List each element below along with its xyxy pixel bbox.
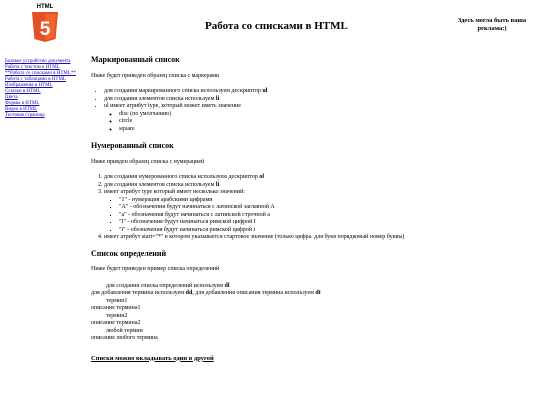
sidebar-link-video[interactable]: Видео в HTML: [5, 107, 38, 112]
definition-line: для создания списка определений используем dl: [106, 282, 230, 289]
definition-description: описание любого термина: [91, 335, 158, 341]
list-item: 2. для создания элементов списка используем li: [104, 182, 536, 190]
list-item: ▪ "A" - обозначения будут начинаться с латинской заглавной A: [119, 204, 536, 212]
list-item: • ul имеет атрибут type, который может иметь значение ◦ disc (по умолчанию) ◦ circle ◦ square: [104, 103, 536, 133]
sidebar-link-text[interactable]: Работа с текстом в HTML: [5, 65, 60, 70]
list-item: 4. имеет атрибут start="*" в котором указывается стартовое значение (только цифра. для букв порядковый номер буквы): [104, 234, 536, 242]
logo-text: HTML: [36, 4, 54, 10]
sidebar-nav: [5, 59, 85, 119]
nested-bulleted-list: [104, 111, 536, 134]
sidebar-link-links[interactable]: Ссылки в HTML: [5, 89, 41, 94]
sidebar-link-tables[interactable]: Работа с таблицами в HTML: [5, 77, 66, 82]
definition-line: для добавления термина используем dd, для добавления описания термина используем dt: [91, 290, 321, 296]
definition-description: описание термина1: [91, 305, 141, 311]
section-heading-ol: Нумерованный список: [91, 141, 174, 150]
sidebar-link-images[interactable]: Изображения в HTML: [5, 83, 53, 88]
list-item: ▪ "I" - обозначения будут начинаться римской цифрой I: [119, 219, 536, 227]
list-item: 3. имеет атрибут type который имеет несколько значений: ▪ "1" - нумерация арабскими цифрами ▪ "A" - обозначения будут начинаться с латинской заглавной A ▪ "a" - обозначения будут начинаться с латинской строчной a ▪ "I" - обозначения будут начинаться римской цифрой I ▪ "i" - обозначения будут начинаться римской цифрой i: [104, 189, 536, 234]
list-item: 1. для создания нумерованного списка используем дескриптор ol: [104, 174, 536, 182]
list-item: ▪ "i" - обозначения будут начинаться римской цифрой i: [119, 227, 536, 235]
html5-shield-icon: [32, 12, 58, 44]
list-item: ◦ disc (по умолчанию): [119, 111, 536, 119]
list-item: ◦ square: [119, 126, 536, 134]
bulleted-list: [91, 88, 536, 133]
page-header: [0, 0, 540, 50]
sidebar-link-basic[interactable]: Базовое устройство документа: [5, 59, 71, 64]
section-intro-ul: Ниже будет приведен образец списка с маркерами: [91, 72, 220, 79]
definition-term: термин1: [106, 297, 128, 304]
list-item: • для создания маркированного списка используем дескриптор ul: [104, 88, 536, 96]
list-item: ▪ "a" - обозначения будут начинаться с латинской строчной a: [119, 212, 536, 220]
main-content: [91, 56, 536, 362]
nested-type-list: [104, 197, 536, 235]
logo-digit: 5: [39, 19, 51, 40]
definition-term: термин2: [106, 312, 128, 319]
sidebar-link-colors[interactable]: Цвета: [5, 95, 18, 100]
html5-logo: [32, 4, 58, 44]
list-item: ◦ circle: [119, 118, 536, 126]
nested-lists-link[interactable]: Списки можно вкладывать один в другой: [91, 354, 214, 362]
sidebar-link-lists[interactable]: **Работа со списками в HTML**: [5, 71, 76, 76]
section-intro-ol: Ниже привден образец списка с нумерацией: [91, 158, 205, 165]
numbered-list: [91, 174, 536, 242]
definition-list: [91, 283, 536, 343]
section-intro-dl: Ниже будет приведен пример списка определений: [91, 266, 220, 272]
ad-banner: Здесь могла быть ваша реклама:): [457, 17, 527, 32]
list-item: ▪ "1" - нумерация арабскими цифрами: [119, 197, 536, 205]
list-item: • для создания элементов списка используем li: [104, 96, 536, 104]
sidebar-link-test[interactable]: Тестовая страница: [5, 113, 45, 118]
section-heading-ul: Маркированный список: [91, 55, 180, 64]
definition-description: описание термина2: [91, 320, 141, 326]
section-heading-dl: Список определений: [91, 248, 167, 258]
sidebar-link-forms[interactable]: Формы в HTML: [5, 101, 40, 106]
definition-term: любой термин: [106, 327, 143, 334]
page-title: Работа со списками в HTML: [205, 20, 348, 32]
